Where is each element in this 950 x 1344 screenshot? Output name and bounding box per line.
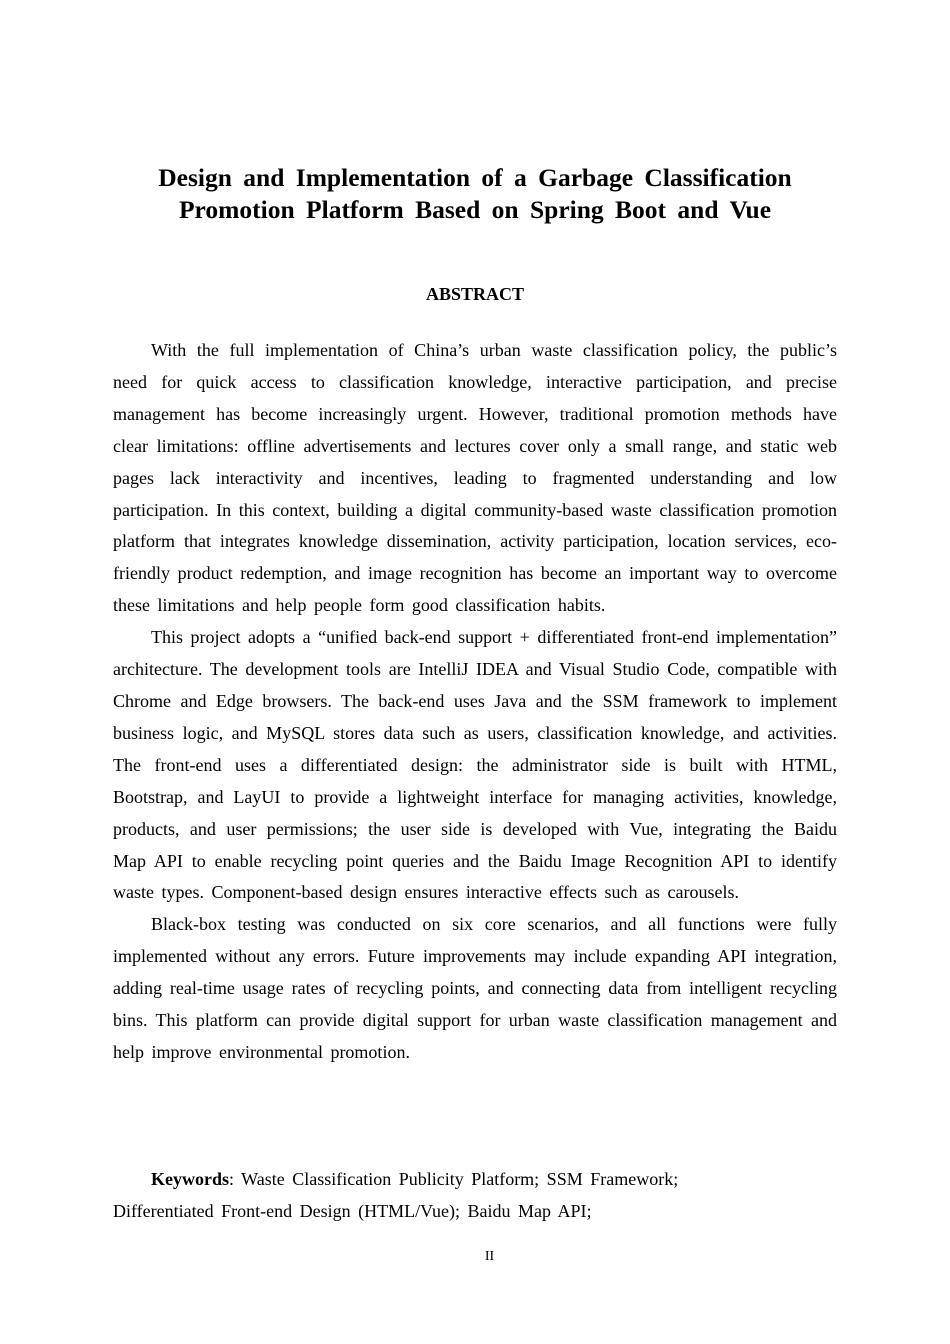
abstract-body — [113, 335, 837, 1069]
page-number: II — [484, 1249, 495, 1264]
abstract-paragraph-1: With the full implementation of China’s urban waste classification policy, the public’s need for quick access to classification knowledge, interactive participation, and precise management has become increasingly urgent. However, traditional promotion methods have clear limitations: offline advertisements and lectures cover only a small range, and static web pages lack interactivity and incentives, leading to fragmented understanding and low participation. In this context, building a digital community-based waste classification promotion platform that integrates knowledge dissemination, activity participation, location services, eco-friendly product redemption, and image recognition has become an important way to overcome these limitations and help people form good classification habits. — [113, 340, 837, 616]
keywords-label: Keywords — [151, 1169, 229, 1189]
abstract-paragraph-3: Black-box testing was conducted on six core scenarios, and all functions were fully implemented without any errors. Future improvements may include expanding API integration, adding real-time usage rates of recycling points, and connecting data from intelligent recycling bins. This platform can provide digital support for urban waste classification management and help improve environmental promotion. — [113, 914, 837, 1062]
keywords-line — [113, 1164, 753, 1228]
keywords-text: : Waste Classification Publicity Platform; SSM Framework; Differentiated Front-end Design (HTML/Vue); Baidu Map API; — [113, 1169, 679, 1221]
document-title: Design and Implementation of a Garbage Classification Promotion Platform Based on Spring Boot and Vue — [158, 163, 792, 224]
abstract-heading: ABSTRACT — [425, 284, 525, 304]
abstract-paragraph-2: This project adopts a “unified back-end support + differentiated front-end implementation” architecture. The development tools are IntelliJ IDEA and Visual Studio Code, compatible with Chrome and Edge browsers. The back-end uses Java and the SSM framework to implement business logic, and MySQL stores data such as users, classification knowledge, and activities. The front-end uses a differentiated design: the administrator side is built with HTML, Bootstrap, and LayUI to provide a lightweight interface for managing activities, knowledge, products, and user permissions; the user side is developed with Vue, integrating the Baidu Map API to enable recycling point queries and the Baidu Image Recognition API to identify waste types. Component-based design ensures interactive effects such as carousels. — [113, 627, 837, 903]
